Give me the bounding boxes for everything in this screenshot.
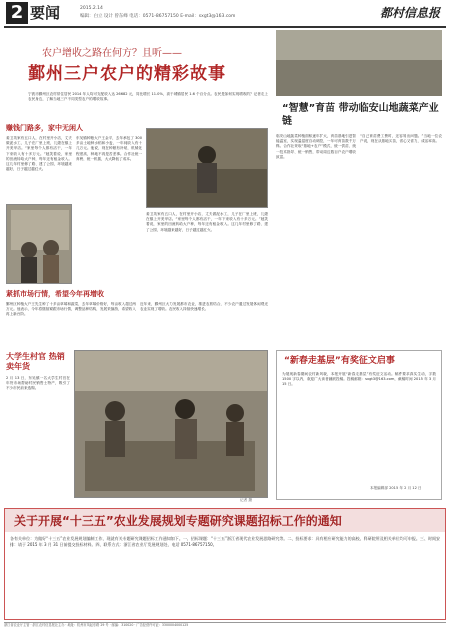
announcement-body: 各有关单位：为做好“十三五”农业发展规划编制工作，现就有关专题研究课题招标工作通知如下。一、招标课题：“十三五”浙江省现代农业发展思路研究等。二、投标要求：具有相应研究能力的高校、科研院所及相关单位均可申报。三、时间安排：请于 2015 年 3 月 31 日前提交投标材料。四、联系方式：浙江省农业厅发展规划处，电话 0571-86757150。 — [10, 536, 440, 547]
announcement-title: 关于开展“十三五”农业发展规划专题研究课题招标工作的通知 — [14, 514, 342, 528]
feature-body: 2 月 13 日，东吴镇一名大学生村官在年货市场帮助村民销售土特产，吸引了不少市民前来选购。 — [6, 376, 70, 391]
section1-body: 姜卫英家有五口人，在村里开小店，丈夫做泥水工，儿子在厂里上班，儿媳在镇上开美甲店。“家里每个人都有活干，一年下来收入有十多万元。”她笑着说，家里的田流转给大户种，每年还有租金收入。这几年村里修了路、建了公园，环境越来越好，日子越过越红火。 — [6, 136, 72, 172]
section-title: 要闻 — [30, 4, 61, 22]
editor-line: 编辑：白立 设计 曾东峰 电话：0571-86757150 E-mail：sxgt3@163.com — [80, 14, 236, 19]
lead-headline: 鄞州三户农户的精彩故事 — [28, 64, 226, 84]
photo-farmer-image — [147, 129, 268, 208]
right-photo-image — [276, 30, 442, 96]
header-rule — [4, 26, 446, 28]
feature-caption: 记者 摄 — [240, 498, 252, 502]
masthead-logo: 都村信息报 — [379, 6, 440, 20]
page-footer: 浙江省农业厅主管 · 浙江农村信息报社主办 · 地址：杭州市凤起东路 29 号 · 邮编：310020 · 广告经营许可证：3300004000125 — [4, 622, 446, 636]
farmer-article-body: 姜卫英家有五口人，在村里开小店，丈夫做泥水工，儿子在厂里上班，儿媳在镇上开美甲店。“家里每个人都有活干，一年下来收入有十多万元。”她笑着说，家里的田流转给大户种，每年还有租金收入。这几年村里修了路、建了公园，环境越来越好，日子越过越红火。 — [146, 212, 268, 232]
notice-title: “新春走基层”有奖征文启事 — [284, 356, 395, 366]
section2-body: 鄞州区种植大户王先生种了十多亩草莓和蔬菜，去年草莓价格好，每亩收入超过两万元。他表示，今年将继续紧跟市场行情，调整品种结构，发展采摘游，希望收入再上新台阶。 — [6, 302, 136, 317]
right-photo — [276, 30, 442, 96]
lead-intro: 宁波市鄞州区农村常住居民 2014 年人均可支配收入达 26682 元，同比增长 11.0%，高于城镇居民 1.6 个百分点。农民是如何实现增收的？记者走上农民身边，了解当地三户不同类型农户的增收故事。 — [28, 92, 268, 102]
photo-farmer — [146, 128, 268, 208]
section2-body-continued: 近年来，鄞州区大力发展都市农业，推进农旅结合，不少农户通过发展休闲观光农业实现了增收。农民收入持续快速增长。 — [140, 302, 268, 312]
notice-signature: 本报编辑部 2015 年 2 月 12 日 — [370, 486, 422, 490]
middle-article-body: 东吴镇种粮大户王金平，去年承包了 300 多亩土地种水稻和小麦，一年纯收入有十几万元。他说，现在种粮有补贴，机械化程度高，种地不再是苦差事。合作社统一育秧、统一机插，大大降低了成本。 — [76, 136, 142, 161]
photo-market-image — [75, 351, 268, 498]
section1-title: 赚钱门路多，家中无闲人 — [6, 124, 83, 132]
photo-family-image — [7, 205, 72, 284]
right-article-body: 临安山地蔬菜种植面积逐年扩大，育苗基地引进智能温室，实现温湿度自动调控，一年可育苗数千万株。合作社采取“基地+农户”模式，统一供苗、统一技术指导、统一销售，带动周边数百户农户增收致富。 — [276, 134, 356, 159]
section2-title: 紧抓市场行情，希望今年再增收 — [6, 290, 104, 298]
photo-market — [74, 350, 268, 498]
feature-title: 大学生村官 热销卖年货 — [6, 352, 65, 371]
right-headline: “智慧”育苗 带动临安山地蔬菜产业链 — [282, 103, 439, 127]
issue-date: 2015.2.14 — [80, 6, 103, 11]
page-number: 2 — [6, 2, 28, 24]
lead-kicker: 农户增收之路在何方？且听—— — [42, 48, 182, 59]
right-article-body-continued: “自己育苗费工费时，还容易出问题。”当地一位农户说，现在从基地买苗，省心又省力，成活率高。 — [360, 134, 442, 144]
photo-family — [6, 204, 72, 284]
notice-body: 为展现新春期间农村新风貌，本报开展“新春走基层”有奖征文活动。稿件要求真实生动，字数 1500 字以内，欢迎广大读者踊跃投稿。投稿邮箱：sxgt3@163.com，截稿时间 2015 年 3 月 15 日。 — [282, 372, 436, 387]
